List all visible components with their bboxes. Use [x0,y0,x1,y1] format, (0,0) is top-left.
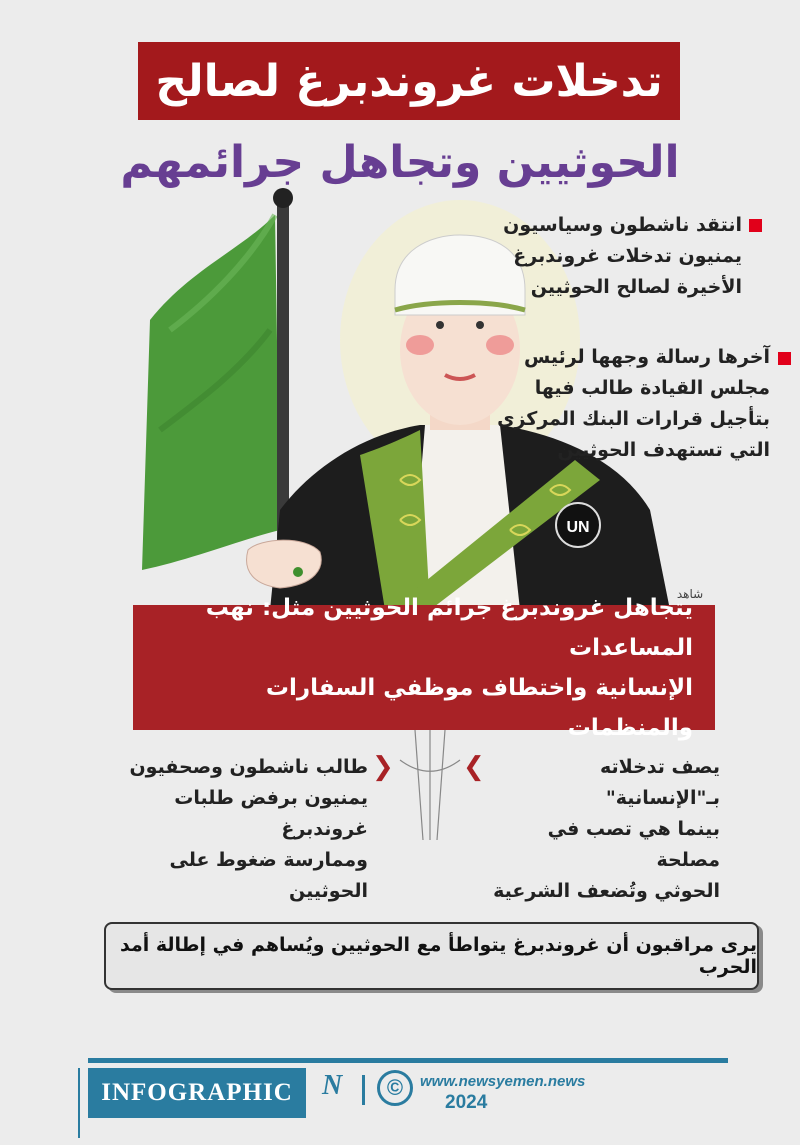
website-url: www.newsyemen.news [420,1073,586,1090]
bullet-1 [470,210,742,303]
banner-line-2: الإنسانية واختطاف موظفي السفارات والمنظمات [265,674,693,741]
infographic-label-box [88,1068,306,1118]
newsyemen-logo-icon: N [322,1070,343,1101]
left-column [100,752,368,907]
right-column-line: الحوثي وتُضعف الشرعية [493,880,720,902]
page-title: تدخلات غروندبرغ لصالح [155,55,663,107]
footer-side-line [78,1068,80,1138]
bullet-marker-2 [778,352,791,365]
bullet-2-line: بتأجيل قرارات البنك المركزي [497,408,770,430]
left-column-line: يمنيون برفض طلبات غروندبرغ [174,787,368,840]
right-column-line: بينما هي تصب في مصلحة [547,818,720,871]
copyright-icon: © [377,1070,413,1106]
bullet-2-line: التي تستهدف الحوثيين [557,439,770,461]
infographic-label: INFOGRAPHIC [101,1079,293,1106]
artist-signature: شاهد [676,587,704,601]
chevron-right-icon: ❯ [372,752,394,782]
left-column-line: وممارسة ضغوط على الحوثيين [169,849,368,902]
banner-line-1: يتجاهل غروندبرغ جرائم الحوثيين مثل: نهب المساعدات [205,594,693,661]
bullet-2-line: مجلس القيادة طالب فيها [534,377,770,399]
observer-note: يرى مراقبون أن غروندبرغ يتواطأ مع الحوثيين ويُساهم في إطالة أمد الحرب [119,934,757,978]
bullet-2-line: آخرها رسالة وجهها لرئيس [523,346,770,368]
right-column-line: يصف تدخلاته بـ"الإنسانية" [600,756,720,809]
un-badge-text: UN [566,519,590,536]
right-column [488,752,720,907]
title-banner [138,42,680,120]
bullet-2 [470,342,770,466]
bullet-marker-1 [749,219,762,232]
page-subtitle: الحوثيين وتجاهل جرائمهم [120,137,680,188]
bullet-1-line: يمنيون تدخلات غروندبرغ [513,245,742,267]
left-column-line: طالب ناشطون وصحفيون [129,756,368,778]
footer-year: 2024 [445,1092,488,1113]
observer-note-box [104,922,759,990]
footer-divider [88,1058,728,1063]
bullet-1-line: الأخيرة لصالح الحوثيين [530,276,742,298]
footer-separator [362,1075,365,1105]
bullet-1-line: انتقد ناشطون وسياسيون [503,214,742,236]
sketch-lines [395,730,465,840]
chevron-left-icon: ❮ [463,752,485,782]
